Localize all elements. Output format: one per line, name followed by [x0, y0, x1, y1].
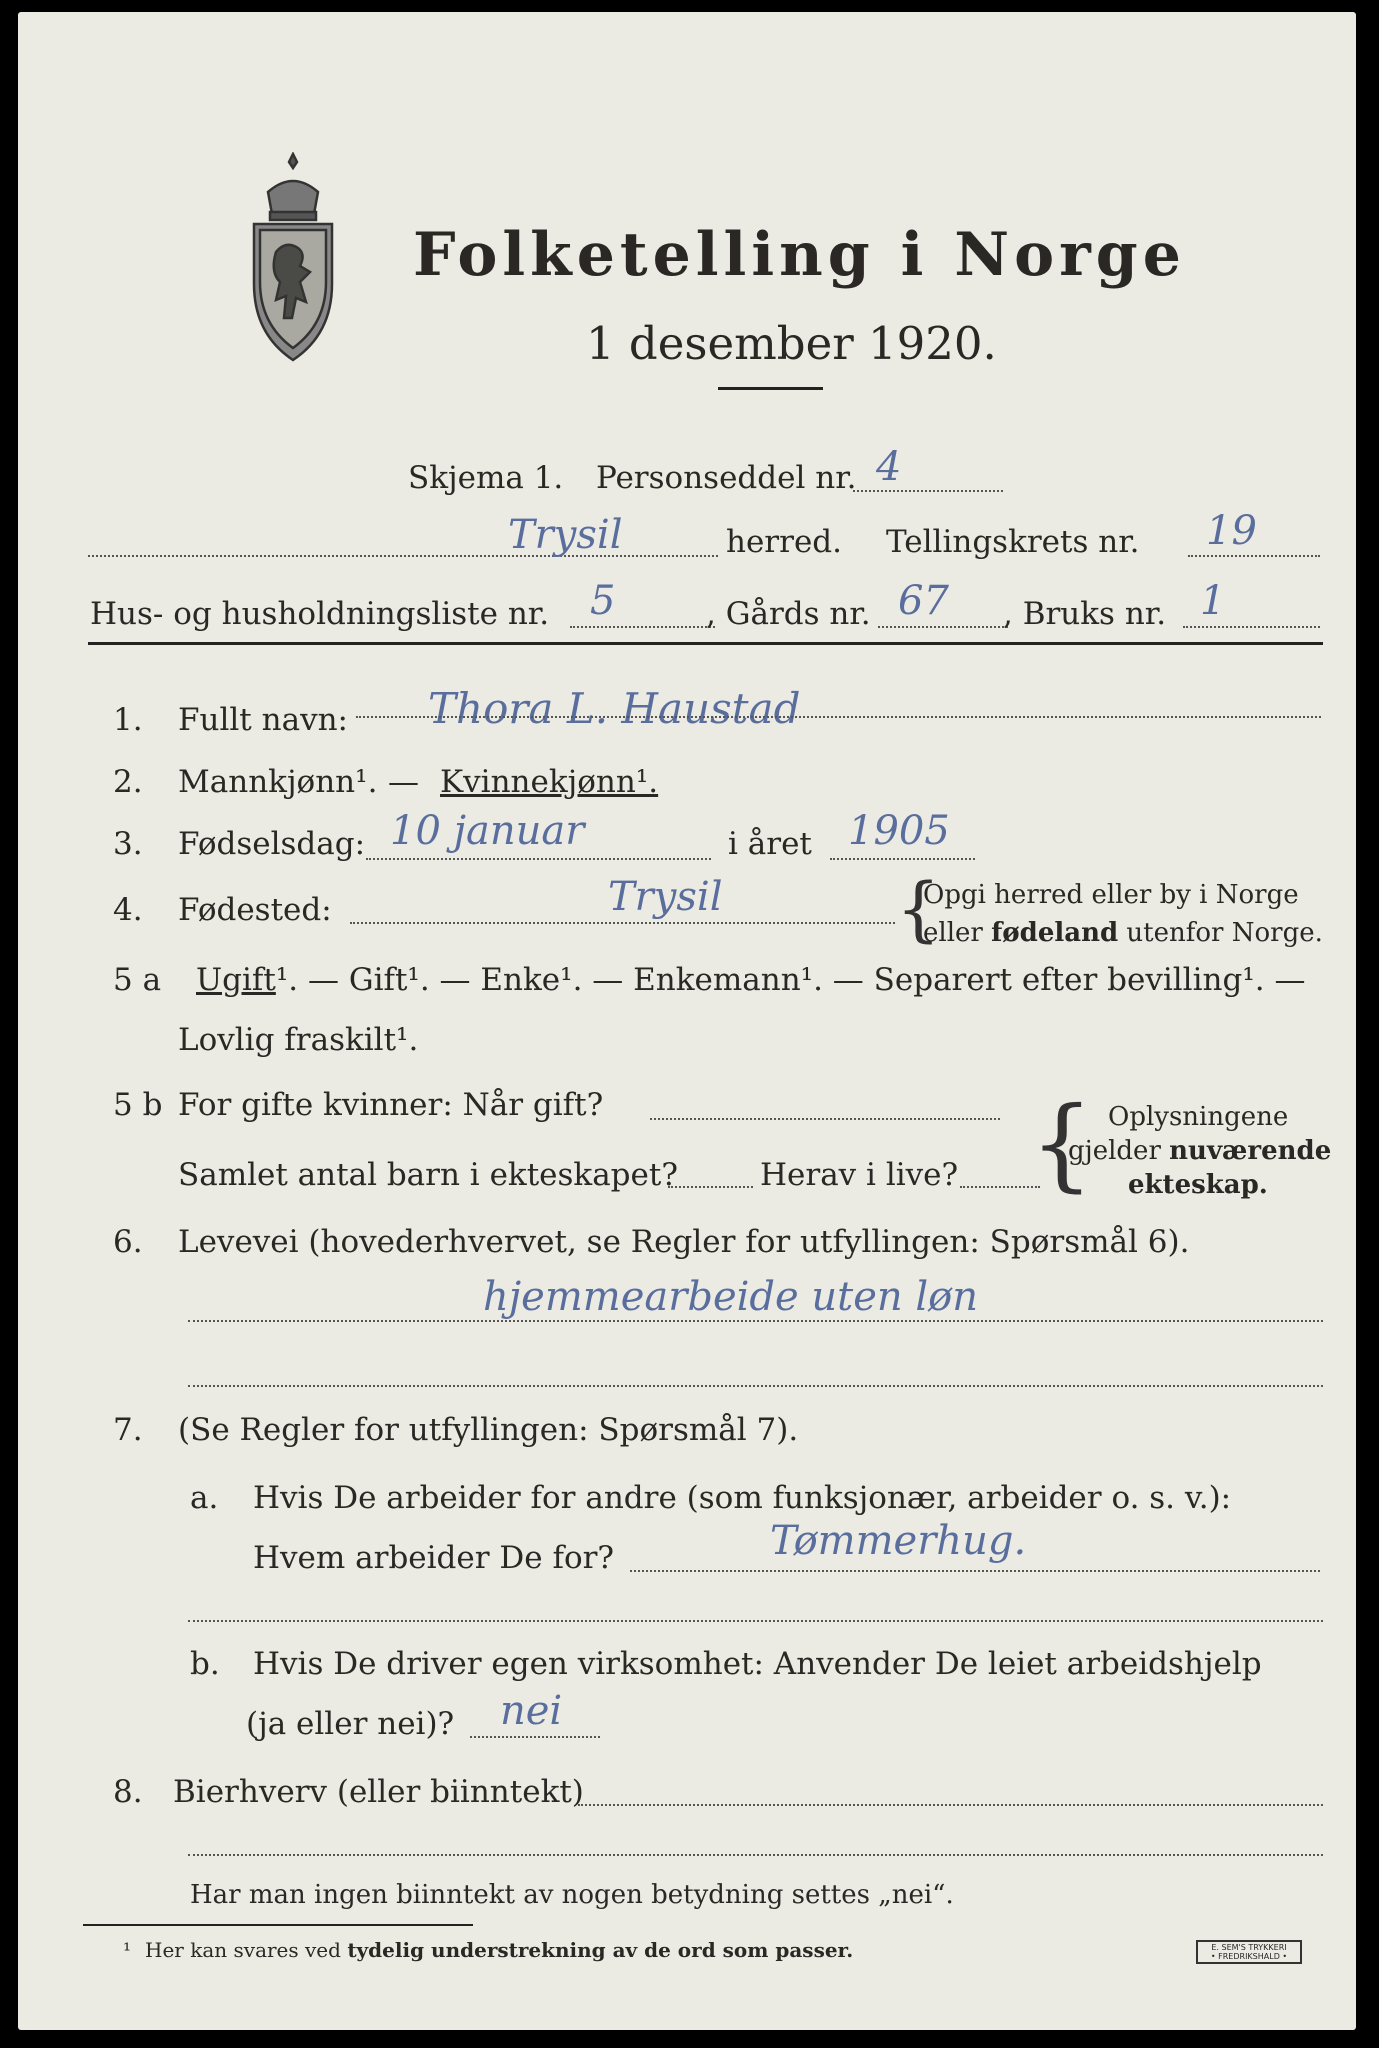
- q5b-number: 5 b: [113, 1087, 163, 1123]
- q7a-dots-1: [630, 1570, 1320, 1572]
- q7a-letter: a.: [190, 1480, 219, 1516]
- q1-dots: [356, 716, 1321, 718]
- q4-dots: [350, 922, 895, 924]
- q2-female-option[interactable]: Kvinnekjønn¹.: [440, 764, 659, 800]
- q3-year-dots: [830, 858, 975, 860]
- hus-value[interactable]: 5: [590, 578, 616, 624]
- q6-occupation-value[interactable]: hjemmearbeide uten løn: [483, 1274, 979, 1320]
- bruks-dots: [1183, 626, 1320, 628]
- q2-separator: —: [388, 764, 419, 800]
- footer-note: Har man ingen biinntekt av nogen betydning settes „nei“.: [190, 1880, 954, 1910]
- q7b-hired-help-value[interactable]: nei: [500, 1688, 563, 1734]
- q8-dots-1: [578, 1804, 1323, 1806]
- schema-label: Skjema 1.: [408, 460, 564, 496]
- census-form-page: [18, 12, 1356, 2030]
- q5b-married-dots: [650, 1118, 1000, 1120]
- q7a-line1: Hvis De arbeider for andre (som funksjonær, arbeider o. s. v.):: [253, 1480, 1232, 1516]
- q7a-dots-2: [188, 1620, 1323, 1622]
- q5b-married-label: For gifte kvinner: Når gift?: [178, 1087, 604, 1123]
- gards-label: , Gårds nr.: [706, 596, 871, 632]
- personseddel-label: Personseddel nr.: [596, 460, 857, 496]
- title-divider: [718, 387, 823, 390]
- q3-year-label: i året: [728, 826, 812, 862]
- personseddel-dots: [853, 490, 1003, 492]
- q4-birthplace-value[interactable]: Trysil: [608, 874, 723, 920]
- hus-dots: [570, 626, 715, 628]
- q1-full-name-value[interactable]: Thora L. Haustad: [428, 684, 801, 733]
- q5b-alive-label: Herav i live?: [760, 1157, 959, 1193]
- q4-note-line2: eller fødeland utenfor Norge.: [923, 918, 1323, 948]
- q8-dots-2: [188, 1854, 1323, 1856]
- q7a-line2: Hvem arbeider De for?: [253, 1540, 615, 1576]
- q3-year-value[interactable]: 1905: [848, 808, 950, 854]
- q5a-number: 5 a: [113, 962, 162, 998]
- q2-male-option[interactable]: Mannkjønn¹.: [178, 764, 378, 800]
- norway-coat-of-arms-icon: [246, 152, 341, 362]
- q1-number: 1.: [113, 702, 143, 738]
- herred-value[interactable]: Trysil: [508, 512, 623, 558]
- printer-stamp: E. SEM'S TRYKKERI • FREDRIKSHALD •: [1196, 1940, 1302, 1964]
- q7-number: 7.: [113, 1412, 143, 1448]
- footnote: ¹ Her kan svares ved tydelig understrekning av de ord som passer.: [123, 1938, 854, 1962]
- q5b-note-brace: {: [1030, 1085, 1094, 1202]
- gards-dots: [878, 626, 1008, 628]
- q5b-alive-dots: [960, 1186, 1040, 1188]
- q3-birthday-value[interactable]: 10 januar: [390, 808, 585, 854]
- q7-label: (Se Regler for utfyllingen: Spørsmål 7).: [178, 1412, 799, 1448]
- q6-dots-2: [188, 1385, 1323, 1387]
- q4-number: 4.: [113, 892, 143, 928]
- q1-label: Fullt navn:: [178, 702, 348, 738]
- q7b-line1: Hvis De driver egen virksomhet: Anvender De leiet arbeidshjelp: [253, 1646, 1262, 1682]
- q4-note-line1: Opgi herred eller by i Norge: [923, 880, 1299, 910]
- q3-number: 3.: [113, 826, 143, 862]
- q5a-ugift-option[interactable]: Ugift: [196, 962, 276, 998]
- q7b-dots: [470, 1736, 600, 1738]
- footnote-mark: ¹: [123, 1938, 132, 1962]
- bruks-label: , Bruks nr.: [1003, 596, 1167, 632]
- form-date: 1 desember 1920.: [586, 317, 997, 370]
- q6-number: 6.: [113, 1224, 143, 1260]
- footnote-rule: [83, 1924, 473, 1926]
- q4-note-brace: {: [896, 868, 941, 950]
- header-rule: [88, 642, 1323, 645]
- q6-label: Levevei (hovederhvervet, se Regler for utfyllingen: Spørsmål 6).: [178, 1224, 1190, 1260]
- q5a-other-options[interactable]: ¹. — Gift¹. — Enke¹. — Enkemann¹. — Separert efter bevilling¹. —: [275, 962, 1306, 998]
- hus-label: Hus- og husholdningsliste nr.: [90, 596, 550, 632]
- q3-dots: [366, 858, 711, 860]
- q5b-children-label: Samlet antal barn i ekteskapet?: [178, 1157, 678, 1193]
- q5b-note-line2: gjelder nuværende: [1068, 1136, 1332, 1166]
- herred-dots: [88, 555, 718, 557]
- q8-label: Bierhverv (eller biinntekt): [173, 1774, 584, 1810]
- q8-number: 8.: [113, 1774, 143, 1810]
- q5b-note-line3: ekteskap.: [1128, 1170, 1268, 1200]
- tellingskrets-dots: [1188, 555, 1320, 557]
- q7a-employer-value[interactable]: Tømmerhug.: [770, 1518, 1027, 1564]
- bruks-value[interactable]: 1: [1200, 578, 1226, 624]
- q4-label: Fødested:: [178, 892, 332, 928]
- q5a-line2[interactable]: Lovlig fraskilt¹.: [178, 1022, 419, 1058]
- herred-label: herred.: [726, 524, 842, 560]
- q6-dots-1: [188, 1320, 1323, 1322]
- q2-number: 2.: [113, 764, 143, 800]
- q5b-note-line1: Oplysningene: [1108, 1102, 1289, 1132]
- gards-value[interactable]: 67: [898, 578, 949, 624]
- q5a-marital-options[interactable]: [196, 962, 1305, 998]
- q7b-line2: (ja eller nei)?: [246, 1706, 455, 1742]
- q3-label: Fødselsdag:: [178, 826, 366, 862]
- personseddel-value[interactable]: 4: [876, 444, 902, 490]
- tellingskrets-label: Tellingskrets nr.: [886, 524, 1140, 560]
- q7b-letter: b.: [190, 1646, 220, 1682]
- tellingskrets-value[interactable]: 19: [1206, 508, 1257, 554]
- form-title: Folketelling i Norge: [413, 220, 1186, 290]
- q5b-children-dots: [668, 1186, 753, 1188]
